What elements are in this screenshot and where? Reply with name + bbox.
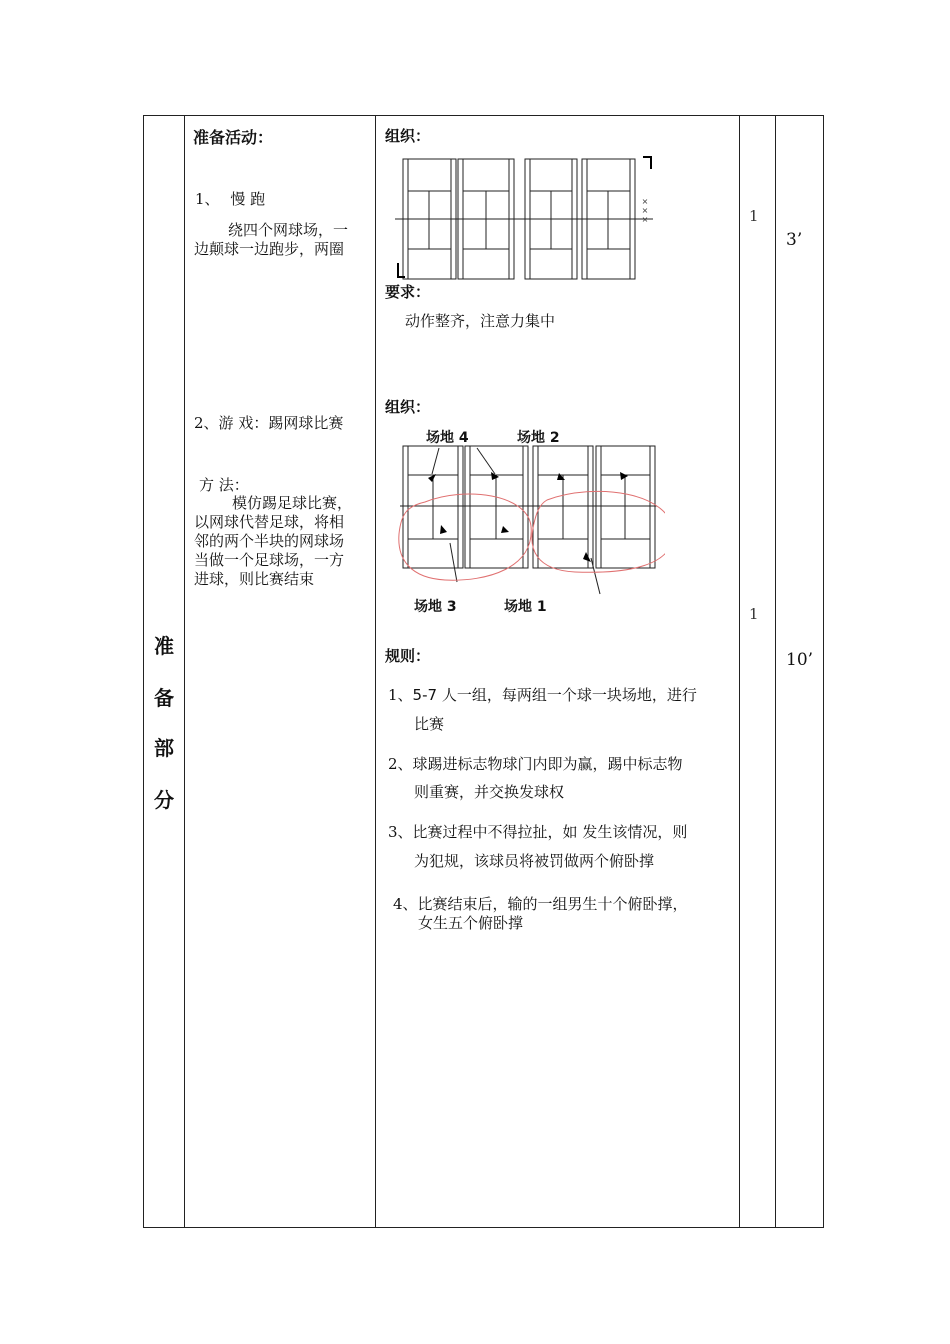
rule-line: 比赛过程中不得拉扯，如 发生该情况，则 xyxy=(412,823,688,841)
count-value: 1 xyxy=(749,207,759,225)
svg-text:场地 3 xyxy=(414,598,457,615)
rule-number: 1、 xyxy=(388,686,413,704)
item1-number: 1、 xyxy=(195,190,220,208)
section-label-char: 分 xyxy=(154,788,174,812)
count-value: 1 xyxy=(749,605,759,623)
rule-item xyxy=(388,755,683,774)
rule-line: 则重赛，并交换发球权 xyxy=(414,783,565,801)
field-label: 场地 3 xyxy=(414,599,457,615)
column-divider xyxy=(775,115,776,1228)
court-diagram-running xyxy=(395,153,665,285)
item2-method-line: 邻的两个半块的网球场 xyxy=(194,532,345,550)
rule-line: 比赛结束后，输的一组男生十个俯卧撑， xyxy=(417,895,688,913)
rule-line: 5-7 人一组，每两组一个球一块场地，进行 xyxy=(412,686,697,704)
activity-heading: 准备活动： xyxy=(193,128,274,147)
item2-method-line: 模仿踢足球比赛， xyxy=(232,494,353,512)
svg-text:场地 2 xyxy=(517,429,560,446)
org-label: 组织： xyxy=(385,127,431,145)
svg-text:场地 4 xyxy=(426,429,469,446)
item1-desc-line: 边颠球一边跑步，两圈 xyxy=(194,240,345,258)
time-value: 10’ xyxy=(786,650,814,670)
item2-number: 2、 xyxy=(194,414,219,432)
rule-line: 为犯规，该球员将被罚做两个俯卧撑 xyxy=(414,852,655,870)
rule-item xyxy=(393,895,688,914)
item2-method-label: 方 法： xyxy=(199,476,249,494)
rule-number: 4、 xyxy=(393,895,418,913)
rules-label: 规则： xyxy=(385,647,431,665)
item2-method-line: 以网球代替足球，将相 xyxy=(194,513,345,531)
column-divider xyxy=(184,115,185,1228)
field-label: 场地 4 xyxy=(426,430,469,446)
item2-method-line: 当做一个足球场，一方 xyxy=(194,551,345,569)
org-label: 组织： xyxy=(385,398,431,416)
section-label-char: 备 xyxy=(154,686,174,710)
rule-number: 3、 xyxy=(388,823,413,841)
field-label: 场地 2 xyxy=(517,430,560,446)
requirement-label: 要求： xyxy=(385,283,431,301)
item2-method-line: 进球，则比赛结束 xyxy=(194,570,315,588)
rule-line: 女生五个俯卧撑 xyxy=(418,914,524,932)
court-diagram-game xyxy=(395,422,665,618)
requirement-text: 动作整齐，注意力集中 xyxy=(405,312,556,330)
column-divider xyxy=(739,115,740,1228)
column-divider xyxy=(375,115,376,1228)
rule-number: 2、 xyxy=(388,755,413,773)
field-label: 场地 1 xyxy=(504,599,547,615)
section-label-char: 准 xyxy=(154,634,174,658)
section-label-char: 部 xyxy=(154,736,174,760)
rule-item xyxy=(388,686,697,705)
item1-title-row xyxy=(195,190,265,209)
rule-line: 比赛 xyxy=(414,715,445,733)
time-value: 3’ xyxy=(786,230,803,250)
item1-title: 慢 跑 xyxy=(230,190,266,208)
rule-line: 球踢进标志物球门内即为赢，踢中标志物 xyxy=(412,755,683,773)
student-marks: ××× xyxy=(640,197,650,224)
rule-item xyxy=(388,823,687,842)
svg-text:场地 1 xyxy=(504,598,547,615)
item1-desc-line: 绕四个网球场，一 xyxy=(228,221,349,239)
item2-title-row xyxy=(194,414,343,433)
item2-title: 游 戏：踢网球比赛 xyxy=(218,414,344,432)
